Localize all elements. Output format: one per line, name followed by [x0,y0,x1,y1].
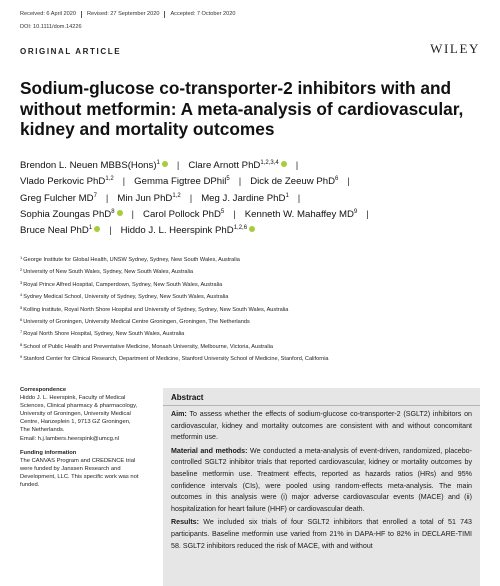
abstract-section-label: Aim: [171,410,187,418]
funding-line: were funded by Janssen Research and [20,465,121,472]
affiliation-item: $^1$George Institute for Global Health, UNSW Sydney, Sydney, New South Wales, Australia [20,255,240,263]
author-affiliation-marker: 6 [335,176,339,183]
affiliation-number: 4 [20,292,23,298]
author-separator: | [233,208,236,220]
author-name: Greg Fulcher $MD^7$ [20,192,97,204]
orcid-icon[interactable] [249,226,255,232]
doi[interactable]: DOI: 10.1111/dom.14226 [20,24,82,30]
affiliation-number: 1 [20,255,23,260]
author-name: Min Jun PhD$^{1,2}$ [117,192,181,204]
orcid-icon[interactable] [94,226,100,232]
author-name: Clare Arnott PhD$^{1,2,3,4}$ [188,160,286,171]
author-affiliation-marker: 1,2,3,4 [260,160,279,166]
affiliation-number: 7 [20,329,23,335]
sidebar-info [20,386,155,495]
funding-line: funded. [20,482,40,489]
correspondence-line: Hiddo J. L. Heerspink, Faculty of Medical [20,395,126,402]
orcid-icon[interactable] [281,161,287,167]
funding-line: The CANVAS Program and CREDENCE trial [20,457,136,464]
affiliation-number: 5 [20,304,23,310]
author-name: Sophia Zoungas PhD$^8$ [20,209,123,220]
affiliation-number: 8 [20,341,23,347]
author-list [20,158,485,239]
correspondence-line: The Netherlands. [20,427,65,434]
article-title: Sodium-glucose co-transporter-2 inhibitors with and without metformin: A meta-analysis of cardiovascular, kidney and mortality outcomes [20,78,464,139]
received-date: Received: 6 April 2020 [20,11,76,17]
author-separator: | [105,192,109,204]
accepted-date: Accepted: 7 October 2020 [170,11,236,17]
publisher-logo: WILEY [430,41,480,56]
author-name: Gemma Figtree DPhil$^5$ [134,176,230,188]
divider [81,11,82,18]
correspondence-line[interactable]: Email: h.j.lambers.heerspink@umcg.nl [20,435,119,442]
correspondence-block [20,386,155,443]
orcid-icon[interactable] [162,161,168,167]
author-separator: | [122,176,126,188]
abstract-section: Material and methods: We conducted a meta-analysis of event-driven, randomized, placebo-controlled SGLT2 inhibitor trials that reported cardiovascular, kidney or mortality outcomes by baseline metformin use. Treatment effects, reported as hazards ratios (HRs) and 95% confidence intervals (CIs), were pooled using random-effects meta-analysis. The main outcomes in this analysis were (i) major adverse cardiovascular events (MACE) and (ii) hospitalization for heart failure (HHF) or cardiovascular death. [171,446,472,513]
funding-block [20,449,155,489]
author-line [20,174,485,190]
author-name: Dick de Zeeuw PhD$^6$ [250,176,339,188]
correspondence-text [20,394,155,443]
orcid-icon[interactable] [117,210,123,216]
author-affiliation-marker: 1 [285,192,289,199]
author-name: Bruce Neal PhD$^1$ [20,225,100,236]
funding-heading: Funding information [20,449,77,456]
correspondence-heading: Correspondence [20,387,67,393]
author-name: Kenneth W. Mahaffey $MD^9$ [244,208,358,220]
abstract-section: Aim: To assess whether the effects of sodium-glucose co-transporter-2 (SGLT2) inhibitors on cardiovascular, kidney and mortality outcomes are consistent with and without concomitant metformin use. [171,410,472,442]
author-line [20,207,485,223]
correspondence-line: Centre, Hanzeplein 1, 9713 GZ Groningen, [20,419,131,426]
affiliation-item: $^4$Sydney Medical School, University of Sydney, Sydney, New South Wales, Australia [20,292,229,301]
abstract-section-label: Results: [171,518,199,527]
author-affiliation-marker: 1,2,6 [233,225,248,232]
abstract-box [163,388,480,586]
author-line [20,158,485,174]
article-type: ORIGINAL ARTICLE [20,47,122,56]
author-affiliation-marker: 1,2 [105,176,114,183]
correspondence-line: University of Groningen, University Medical [20,411,131,418]
affiliation-item: $^7$Royal North Shore Hospital, Sydney, New South Wales, Australia [20,329,185,338]
author-affiliation-marker: 1 [156,160,160,166]
funding-line: Development, LLC. This specific work was not [20,473,139,480]
affiliation-item: $^9$Stanford Center for Clinical Research, Department of Medicine, Stanford University School of Medicine, Stanford, California [20,354,329,363]
author-affiliation-marker: 8 [111,208,115,215]
author-separator: | [189,192,193,204]
author-affiliation-marker: 1,2 [172,192,181,199]
funding-text [20,457,155,489]
author-separator: | [131,208,135,220]
affiliation-item: $^2$University of New South Wales, Sydney, New South Wales, Australia [20,267,194,276]
author-name: Brendon L. Neuen MBBS(Hons)$^1$ [20,160,168,171]
affiliation-list [20,254,480,366]
author-separator: | [176,160,180,171]
author-name: Vlado Perkovic PhD$^{1,2}$ [20,176,114,188]
affiliation-item: $^3$Royal Prince Alfred Hospital, Camperdown, Sydney, New South Wales, Australia [20,279,223,288]
author-name: Carol Pollock PhD$^5$ [143,208,225,220]
article-history [20,11,235,18]
affiliation-number: 3 [20,279,23,285]
author-affiliation-marker: 9 [353,208,358,215]
revised-date: Revised: 27 September 2020 [86,11,160,17]
affiliation-item: $^6$University of Groningen, University Medical Centre Groningen, Groningen, The Netherlands [20,317,250,326]
affiliation-number: 9 [20,354,23,360]
abstract-body [163,406,480,557]
author-affiliation-marker: 5 [226,176,230,183]
author-separator: | [297,192,301,204]
author-line [20,191,485,207]
author-affiliation-marker: 7 [93,192,97,199]
author-line [20,223,485,239]
author-separator: | [347,176,350,188]
author-name: Meg J. Jardine PhD$^1$ [201,192,289,204]
author-separator: | [295,160,299,171]
affiliation-item: $^5$Kolling Institute, Royal North Shore Hospital and University of Sydney, Sydney, New South Wales, Australia [20,304,289,313]
affiliation-number: 2 [20,267,23,273]
correspondence-line: Sciences, Clinical pharmacy & pharmacology, [20,403,138,410]
author-separator: | [366,208,369,220]
author-name: Hiddo J. L. Heerspink PhD$^{1,2,6}$ [121,225,255,236]
abstract-heading: Abstract [163,388,480,406]
author-affiliation-marker: 5 [220,208,225,215]
author-separator: | [109,225,112,237]
abstract-section-label: Material and methods: [171,446,248,455]
divider [164,11,165,18]
author-affiliation-marker: 1 [88,225,93,232]
affiliation-number: 6 [20,317,23,323]
author-separator: | [238,176,242,188]
affiliation-item: $^8$School of Public Health and Preventative Medicine, Monash University, Melbourne, Victoria, Australia [20,341,274,350]
abstract-section: Results: We included six trials of four SGLT2 inhibitors that enrolled a total of 51 743 participants. Baseline metformin use varied from 21% in DAPA-HF to 82% in DECLARE-TIMI 58. SGLT2 inhibitors reduced the risk of MACE, with and without [171,518,472,550]
